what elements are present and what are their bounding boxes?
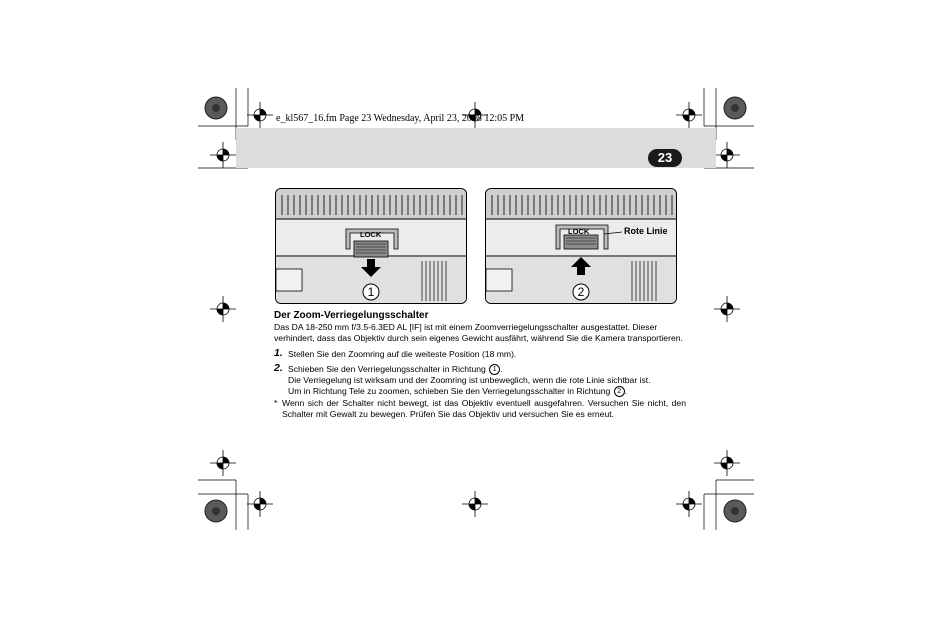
direction-marker-1: 1 <box>489 364 500 375</box>
step-2-line-2: Die Verriegelung ist wirksam und der Zoomring ist unbeweglich, wenn die rote Linie sichtbar ist. <box>288 375 651 385</box>
header-band <box>236 128 716 168</box>
note-asterisk: * <box>274 398 278 408</box>
figure-lock-push-down <box>275 188 467 304</box>
direction-marker-2: 2 <box>614 386 625 397</box>
step-marker-1: 1 <box>367 285 375 299</box>
lock-label: LOCK <box>360 230 382 239</box>
page-number-badge: 23 <box>648 149 682 167</box>
step-marker-2: 2 <box>577 285 585 299</box>
step-2 <box>274 364 694 397</box>
section-heading: Der Zoom-Verriegelungsschalter <box>274 310 429 321</box>
intro-paragraph: Das DA 18-250 mm f/3.5-6.3ED AL [IF] ist mit einem Zoomverriegelungsschalter ausgestattet. Dieser verhindert, dass das Objektiv durch sein eigenes Gewicht ausfährt, während Sie die Kamera transportieren. <box>274 322 683 343</box>
note-text: Wenn sich der Schalter nicht bewegt, ist das Objektiv eventuell ausgefahren. Versuchen Sie nicht, den Schalter mit Gewalt zu bewegen. Prüfen Sie das Objektiv und versuchen Sie es erneut. <box>282 398 686 419</box>
step-text <box>288 364 688 397</box>
lock-label: LOCK <box>568 227 590 236</box>
figure-lock-push-up <box>485 188 677 304</box>
punct: . <box>624 386 628 396</box>
step-number: 1. <box>274 347 283 359</box>
step-2-line-3: Um in Richtung Tele zu zoomen, schieben Sie den Verriegelungsschalter in Richtung <box>288 386 611 396</box>
step-text: Stellen Sie den Zoomring auf die weiteste Position (18 mm). <box>288 349 517 359</box>
red-line-callout: Rote Linie <box>624 226 668 236</box>
punct: . <box>500 364 503 374</box>
file-slug: e_kl567_16.fm Page 23 Wednesday, April 23, 2008 12:05 PM <box>276 113 525 124</box>
step-2-line-1: Schieben Sie den Verriegelungsschalter in Richtung <box>288 364 486 374</box>
step-number: 2. <box>274 362 283 374</box>
